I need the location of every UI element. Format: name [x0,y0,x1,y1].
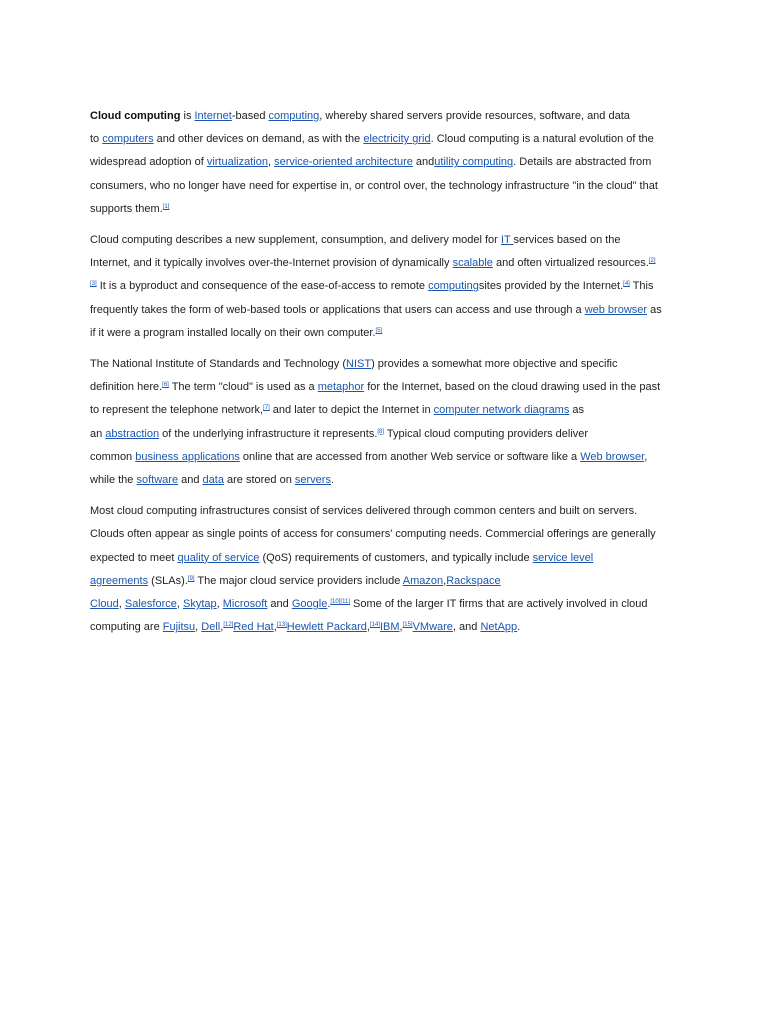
text: . Cloud computing is a natural evolution of the [430,133,654,146]
text: ) provides a somewhat more objective and specific [371,358,618,371]
text-line [90,523,690,546]
text: , and [452,621,481,634]
reference-link[interactable]: [15] [402,622,413,629]
text: and other devices on demand, as with the [153,133,364,146]
link-salesforce[interactable]: Salesforce [124,598,177,611]
text-line [90,469,690,492]
link-utility-computing[interactable]: utility computing [434,156,514,169]
reference-link[interactable]: [5] [375,327,383,334]
text: supports them. [90,202,163,215]
text: frequently takes the form of web-based tools or applications that users can access and use through a [90,303,585,316]
text: (QoS) requirements of customers, and typically include [259,551,533,564]
link-service-level-agreements-cont[interactable]: agreements [90,574,149,587]
text: as [647,303,662,316]
text: , [644,450,648,463]
reference-15 [403,622,413,628]
reference-1 [163,204,170,210]
text: , [118,598,125,611]
reference-link[interactable]: [9] [187,575,195,582]
link-business-applications[interactable]: business applications [135,450,240,463]
link-hewlett-packard[interactable]: Hewlett Packard [286,621,367,634]
link-microsoft[interactable]: Microsoft [222,598,268,611]
text: common [90,450,136,463]
paragraph-providers [90,500,690,639]
link-software[interactable]: software [136,474,179,487]
text-line [90,299,690,322]
link-red-hat[interactable]: Red Hat [233,621,274,634]
text-line [90,570,690,593]
link-amazon[interactable]: Amazon [402,574,444,587]
text-line [90,128,690,151]
text: , [216,598,223,611]
text: , [195,621,202,634]
text: Clouds often appear as single points of access for consumers' computing needs. Commercial offerings are generally [90,528,656,541]
text: to represent the telephone network, [90,404,264,417]
paragraph-nist [90,353,690,492]
text: The term "cloud" is used as a [168,381,318,394]
text: Internet, and it typically involves over-the-Internet provision of dynamically [90,257,453,270]
reference-link[interactable]: [1] [162,203,170,210]
reference-5 [376,328,383,334]
text-line [90,423,690,446]
text-line [90,547,690,570]
reference-link[interactable]: [11] [340,599,350,606]
link-service-oriented-architecture[interactable]: service-oriented architecture [274,156,413,169]
reference-link[interactable]: [3] [90,281,97,288]
link-netapp[interactable]: NetApp [480,621,518,634]
text: , [267,156,275,169]
text-line [90,151,690,174]
link-computing-sites[interactable]: computing [428,280,479,293]
text: as [569,404,585,417]
reference-12 [223,622,233,628]
text-line [90,616,690,639]
text: consumers, who no longer have need for expertise in, or control over, the technology infrastructure "in the cloud" that [90,179,658,192]
document-body [90,105,690,647]
text: It is a byproduct and consequence of the ease-of-access to remote [96,280,429,293]
reference-11 [340,599,350,605]
reference-link[interactable]: [7] [263,405,270,412]
text: Cloud computing describes a new supplement, consumption, and delivery model for [90,234,501,247]
text: , [273,621,277,634]
text: and later to depict the Internet in [269,404,434,417]
text-line [90,175,690,198]
link-fujitsu[interactable]: Fujitsu [162,621,196,634]
text: Some of the larger IT firms that are actively involved in cloud [349,598,648,611]
text: The major cloud service providers include [194,574,403,587]
text: widespread adoption of [90,156,207,169]
text-line [90,353,690,376]
reference-link[interactable]: [2] [648,258,656,265]
text: , whereby shared servers provide resources, software, and data [319,110,630,122]
reference-6 [162,382,169,388]
text: online that are accessed from another Web service or software like a [239,450,581,463]
text: and [178,474,203,487]
text: an [90,427,106,440]
text: computing are [90,621,163,634]
text: is [180,110,195,122]
link-internet[interactable]: Internet [194,110,232,122]
text: . [330,474,335,487]
link-service-level-agreements[interactable]: service level [532,551,594,564]
reference-2 [649,258,656,264]
link-scalable[interactable]: scalable [452,257,493,270]
text-line [90,229,690,252]
text-line [90,593,690,616]
reference-link[interactable]: [4] [623,281,630,288]
text: , [443,574,447,587]
reference-link[interactable]: [13] [276,622,287,629]
text: Most cloud computing infrastructures consist of services delivered through common centers and built on servers. [90,505,638,518]
text: , [220,621,224,634]
text: definition here. [90,381,163,394]
text-line [90,198,690,221]
link-servers[interactable]: servers [294,474,331,487]
link-computing[interactable]: computing [268,110,320,122]
text: . [517,621,521,634]
reference-10 [330,599,340,605]
reference-link[interactable]: [8] [377,428,385,435]
text-line [90,252,690,275]
term-heading: Cloud computing [90,110,181,122]
text: expected to meet [90,551,178,564]
text: and often virtualized resources. [492,257,649,270]
text-line [90,376,690,399]
text-line [90,446,690,469]
reference-link[interactable]: [10] [330,599,341,606]
text: are stored on [223,474,295,487]
text-line [90,399,690,422]
text: and [267,598,292,611]
link-it[interactable]: IT [500,234,514,247]
text: and [412,156,435,169]
reference-link[interactable]: [6] [162,382,169,389]
text-line [90,500,690,523]
text-line [90,105,690,128]
link-web-browser-2[interactable]: Web browser [580,450,645,463]
link-data[interactable]: data [202,474,224,487]
link-abstraction[interactable]: abstraction [105,427,160,440]
reference-9 [188,576,195,582]
paragraph-delivery-model [90,229,690,345]
link-ibm[interactable]: IBM [379,621,400,634]
text: The National Institute of Standards and Technology ( [90,358,347,371]
text: if it were a program installed locally on their own computer. [90,326,376,339]
text: -based [231,110,269,122]
link-rackspace-cloud[interactable]: Rackspace [446,574,501,587]
link-computers[interactable]: computers [102,133,154,146]
text: for the Internet, based on the cloud drawing used in the past [364,381,661,394]
text: while the [90,474,137,487]
link-computer-network-diagrams[interactable]: computer network diagrams [433,404,570,417]
text: (SLAs). [148,574,188,587]
text: Typical cloud computing providers deliver [384,427,589,440]
text: to [90,133,103,146]
reference-4 [623,281,630,287]
text: . [327,598,331,611]
reference-3 [90,281,97,287]
text-line [90,275,690,298]
text: , [366,621,370,634]
paragraph-intro [90,105,690,221]
link-virtualization[interactable]: virtualization [206,156,268,169]
link-electricity-grid[interactable]: electricity grid [363,133,431,146]
link-web-browser[interactable]: web browser [584,303,648,316]
text: sites provided by the Internet. [478,280,624,293]
reference-7 [263,405,270,411]
reference-13 [277,622,287,628]
text: . Details are abstracted from [513,156,652,169]
link-vmware[interactable]: VMware [412,621,453,634]
link-quality-of-service[interactable]: quality of service [177,551,260,564]
reference-link[interactable]: [12] [223,622,234,629]
link-rackspace-cloud-cont[interactable]: Cloud [90,598,119,611]
text: of the underlying infrastructure it represents. [159,427,378,440]
reference-14 [370,622,380,628]
link-skytap[interactable]: Skytap [182,598,217,611]
text: , [399,621,403,634]
text: services based on the [513,234,621,247]
text-line [90,322,690,345]
link-metaphor[interactable]: metaphor [317,381,365,394]
reference-link[interactable]: [14] [369,622,380,629]
link-google[interactable]: Google [291,598,328,611]
text: , [176,598,183,611]
text: This [629,280,654,293]
link-nist[interactable]: NIST [346,358,372,371]
link-dell[interactable]: Dell [201,621,221,634]
